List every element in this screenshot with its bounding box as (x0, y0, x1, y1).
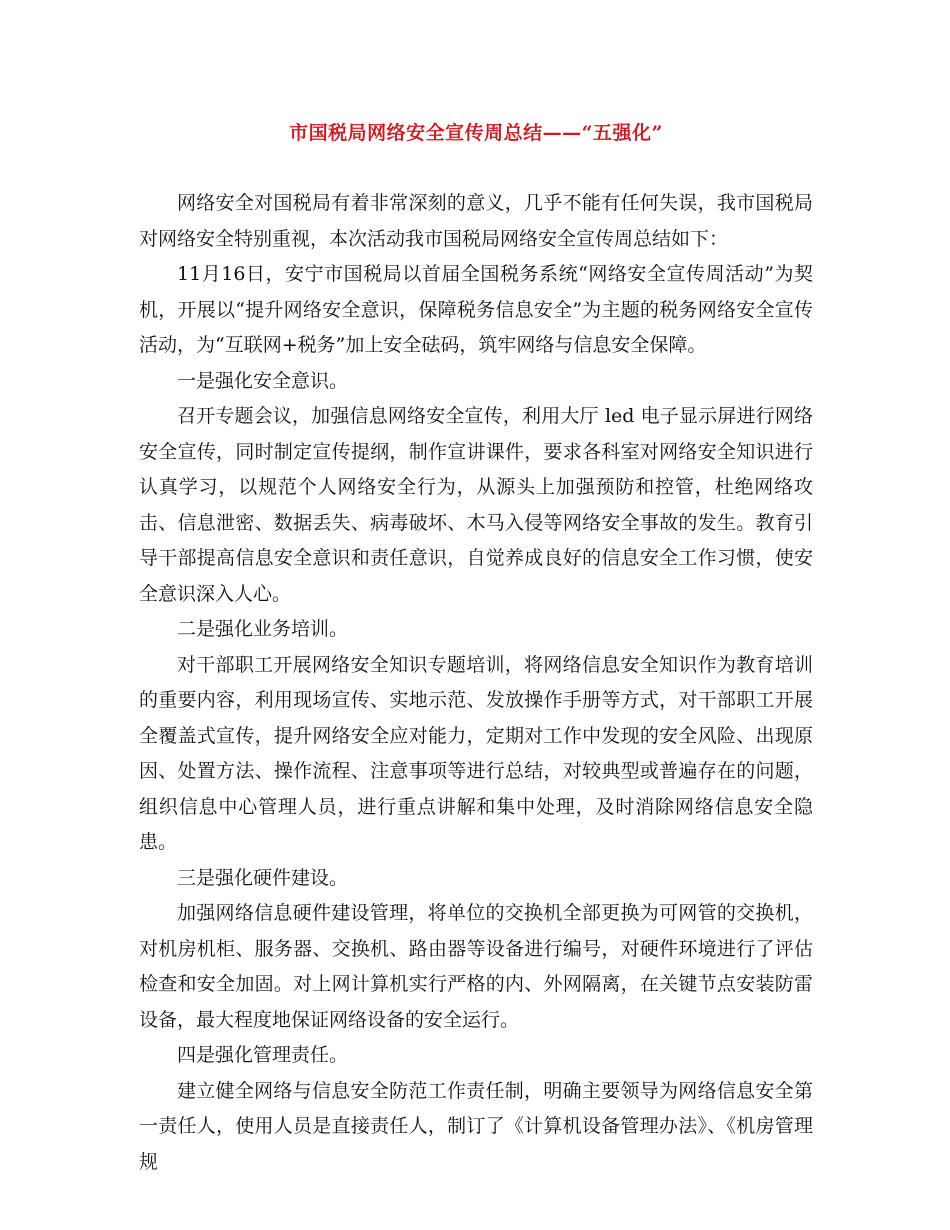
event-paragraph: 11月16日，安宁市国税局以首届全国税务系统“网络安全宣传周活动”为契机，开展以“提升网络安全意识，保障税务信息安全”为主题的税务网络安全宣传活动，为“互联网+税务”加上安全砝码，筑牢网络与信息安全保障。 (139, 263, 813, 356)
intro-paragraph: 网络安全对国税局有着非常深刻的意义，几乎不能有任何失误，我市国税局对网络安全特别重视，本次活动我市国税局网络安全宣传周总结如下： (139, 192, 813, 250)
section-paragraph-1: 召开专题会议，加强信息网络安全宣传，利用大厅 led 电子显示屏进行网络安全宣传，同时制定宣传提纲，制作宣讲课件，要求各科室对网络安全知识进行认真学习，以规范个人网络安全行为，从源头上加强预防和控管，杜绝网络攻击、信息泄密、数据丢失、病毒破坏、木马入侵等网络安全事故的发生。教育引导干部提高信息安全意识和责任意识，自觉养成良好的信息安全工作习惯，使安全意识深入人心。 (139, 405, 813, 605)
section-paragraph-4: 建立健全网络与信息安全防范工作责任制，明确主要领导为网络信息安全第一责任人，使用人员是直接责任人，制订了《计算机设备管理办法》、《机房管理规 (139, 1079, 813, 1173)
document-title: 市国税局网络安全宣传周总结——“五强化” (289, 122, 663, 144)
section-heading-2: 二是强化业务培训。 (177, 618, 349, 640)
section-paragraph-3: 加强网络信息硬件建设管理，将单位的交换机全部更换为可网管的交换机，对机房机柜、服务器、交换机、路由器等设备进行编号，对硬件环境进行了评估检查和安全加固。对上网计算机实行严格的内、外网隔离，在关键节点安装防雷设备，最大程度地保证网络设备的安全运行。 (139, 902, 813, 1031)
section-paragraph-2: 对干部职工开展网络安全知识专题培训，将网络信息安全知识作为教育培训的重要内容，利用现场宣传、实地示范、发放操作手册等方式，对干部职工开展全覆盖式宣传，提升网络安全应对能力，定期对工作中发现的安全风险、出现原因、处置方法、操作流程、注意事项等进行总结，对较典型或普遍存在的问题，组织信息中心管理人员，进行重点讲解和集中处理，及时消除网络信息安全隐患。 (139, 653, 813, 853)
section-heading-4: 四是强化管理责任。 (177, 1044, 349, 1066)
section-heading-1: 一是强化安全意识。 (177, 369, 349, 392)
document-body (139, 186, 813, 1180)
section-heading-3: 三是强化硬件建设。 (177, 866, 349, 889)
